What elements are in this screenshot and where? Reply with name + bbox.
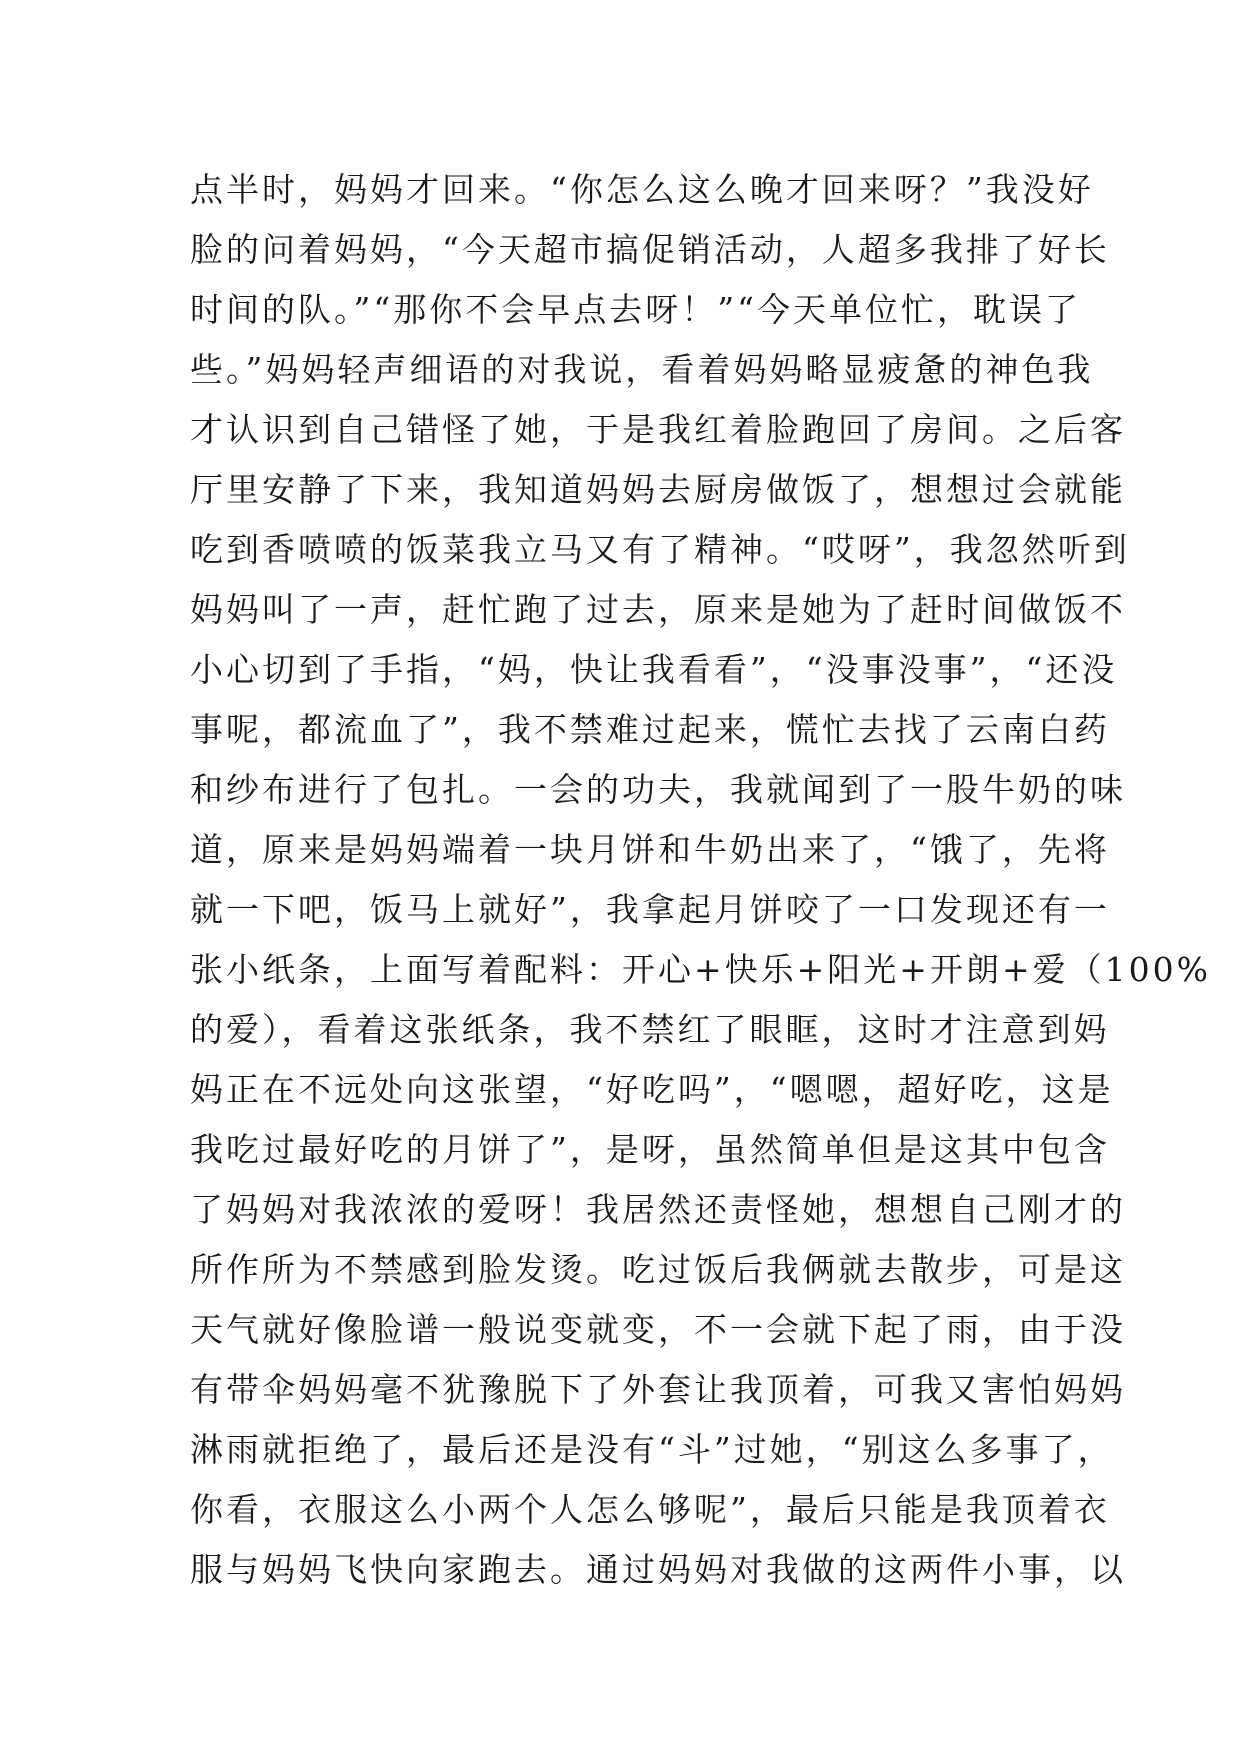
text-line: 了妈妈对我浓浓的爱呀！我居然还责怪她，想想自己刚才的 bbox=[190, 1190, 1126, 1229]
text-line: 淋雨就拒绝了，最后还是没有“斗”过她，“别这么多事了， bbox=[190, 1430, 1114, 1469]
text-line: 有带伞妈妈毫不犹豫脱下了外套让我顶着，可我又害怕妈妈 bbox=[190, 1370, 1126, 1409]
text-line: 厅里安静了下来，我知道妈妈去厨房做饭了，想想过会就能 bbox=[190, 470, 1126, 509]
text-line: 妈妈叫了一声，赶忙跑了过去，原来是她为了赶时间做饭不 bbox=[190, 590, 1126, 629]
text-line: 所作所为不禁感到脸发烫。吃过饭后我俩就去散步，可是这 bbox=[190, 1250, 1126, 1289]
text-line: 我吃过最好吃的月饼了”，是呀，虽然简单但是这其中包含 bbox=[190, 1130, 1110, 1169]
text-line: 小心切到了手指，“妈，快让我看看”，“没事没事”，“还没 bbox=[190, 650, 1118, 689]
text-line: 的爱），看着这张纸条，我不禁红了眼眶，这时才注意到妈 bbox=[190, 1010, 1110, 1049]
text-line: 时间的队。”“那你不会早点去呀！”“今天单位忙，耽误了 bbox=[190, 290, 1081, 329]
text-line: 和纱布进行了包扎。一会的功夫，我就闻到了一股牛奶的味 bbox=[190, 770, 1126, 809]
text-line: 你看，衣服这么小两个人怎么够呢”，最后只能是我顶着衣 bbox=[190, 1490, 1110, 1529]
text-line: 事呢，都流血了”，我不禁难过起来，慌忙去找了云南白药 bbox=[190, 710, 1110, 749]
text-line: 服与妈妈飞快向家跑去。通过妈妈对我做的这两件小事，以 bbox=[190, 1550, 1126, 1589]
text-line: 些。”妈妈轻声细语的对我说，看着妈妈略显疲惫的神色我 bbox=[190, 350, 1094, 389]
text-line: 天气就好像脸谱一般说变就变，不一会就下起了雨，由于没 bbox=[190, 1310, 1126, 1349]
text-line: 吃到香喷喷的饭菜我立马又有了精神。“哎呀”，我忽然听到 bbox=[190, 530, 1130, 569]
text-line: 才认识到自己错怪了她，于是我红着脸跑回了房间。之后客 bbox=[190, 410, 1126, 449]
text-line: 妈正在不远处向这张望，“好吃吗”，“嗯嗯，超好吃，这是 bbox=[190, 1070, 1114, 1109]
text-line: 就一下吧，饭马上就好”，我拿起月饼咬了一口发现还有一 bbox=[190, 890, 1110, 929]
text-line: 道，原来是妈妈端着一块月饼和牛奶出来了，“饿了，先将 bbox=[190, 830, 1110, 869]
text-line: 点半时，妈妈才回来。“你怎么这么晚才回来呀？”我没好 bbox=[190, 170, 1094, 209]
body-text bbox=[190, 160, 1211, 1600]
text-line: 脸的问着妈妈，“今天超市搞促销活动，人超多我排了好长 bbox=[190, 230, 1110, 269]
text-line: 张小纸条，上面写着配料：开心+快乐+阳光+开朗+爱（100% bbox=[190, 950, 1211, 989]
